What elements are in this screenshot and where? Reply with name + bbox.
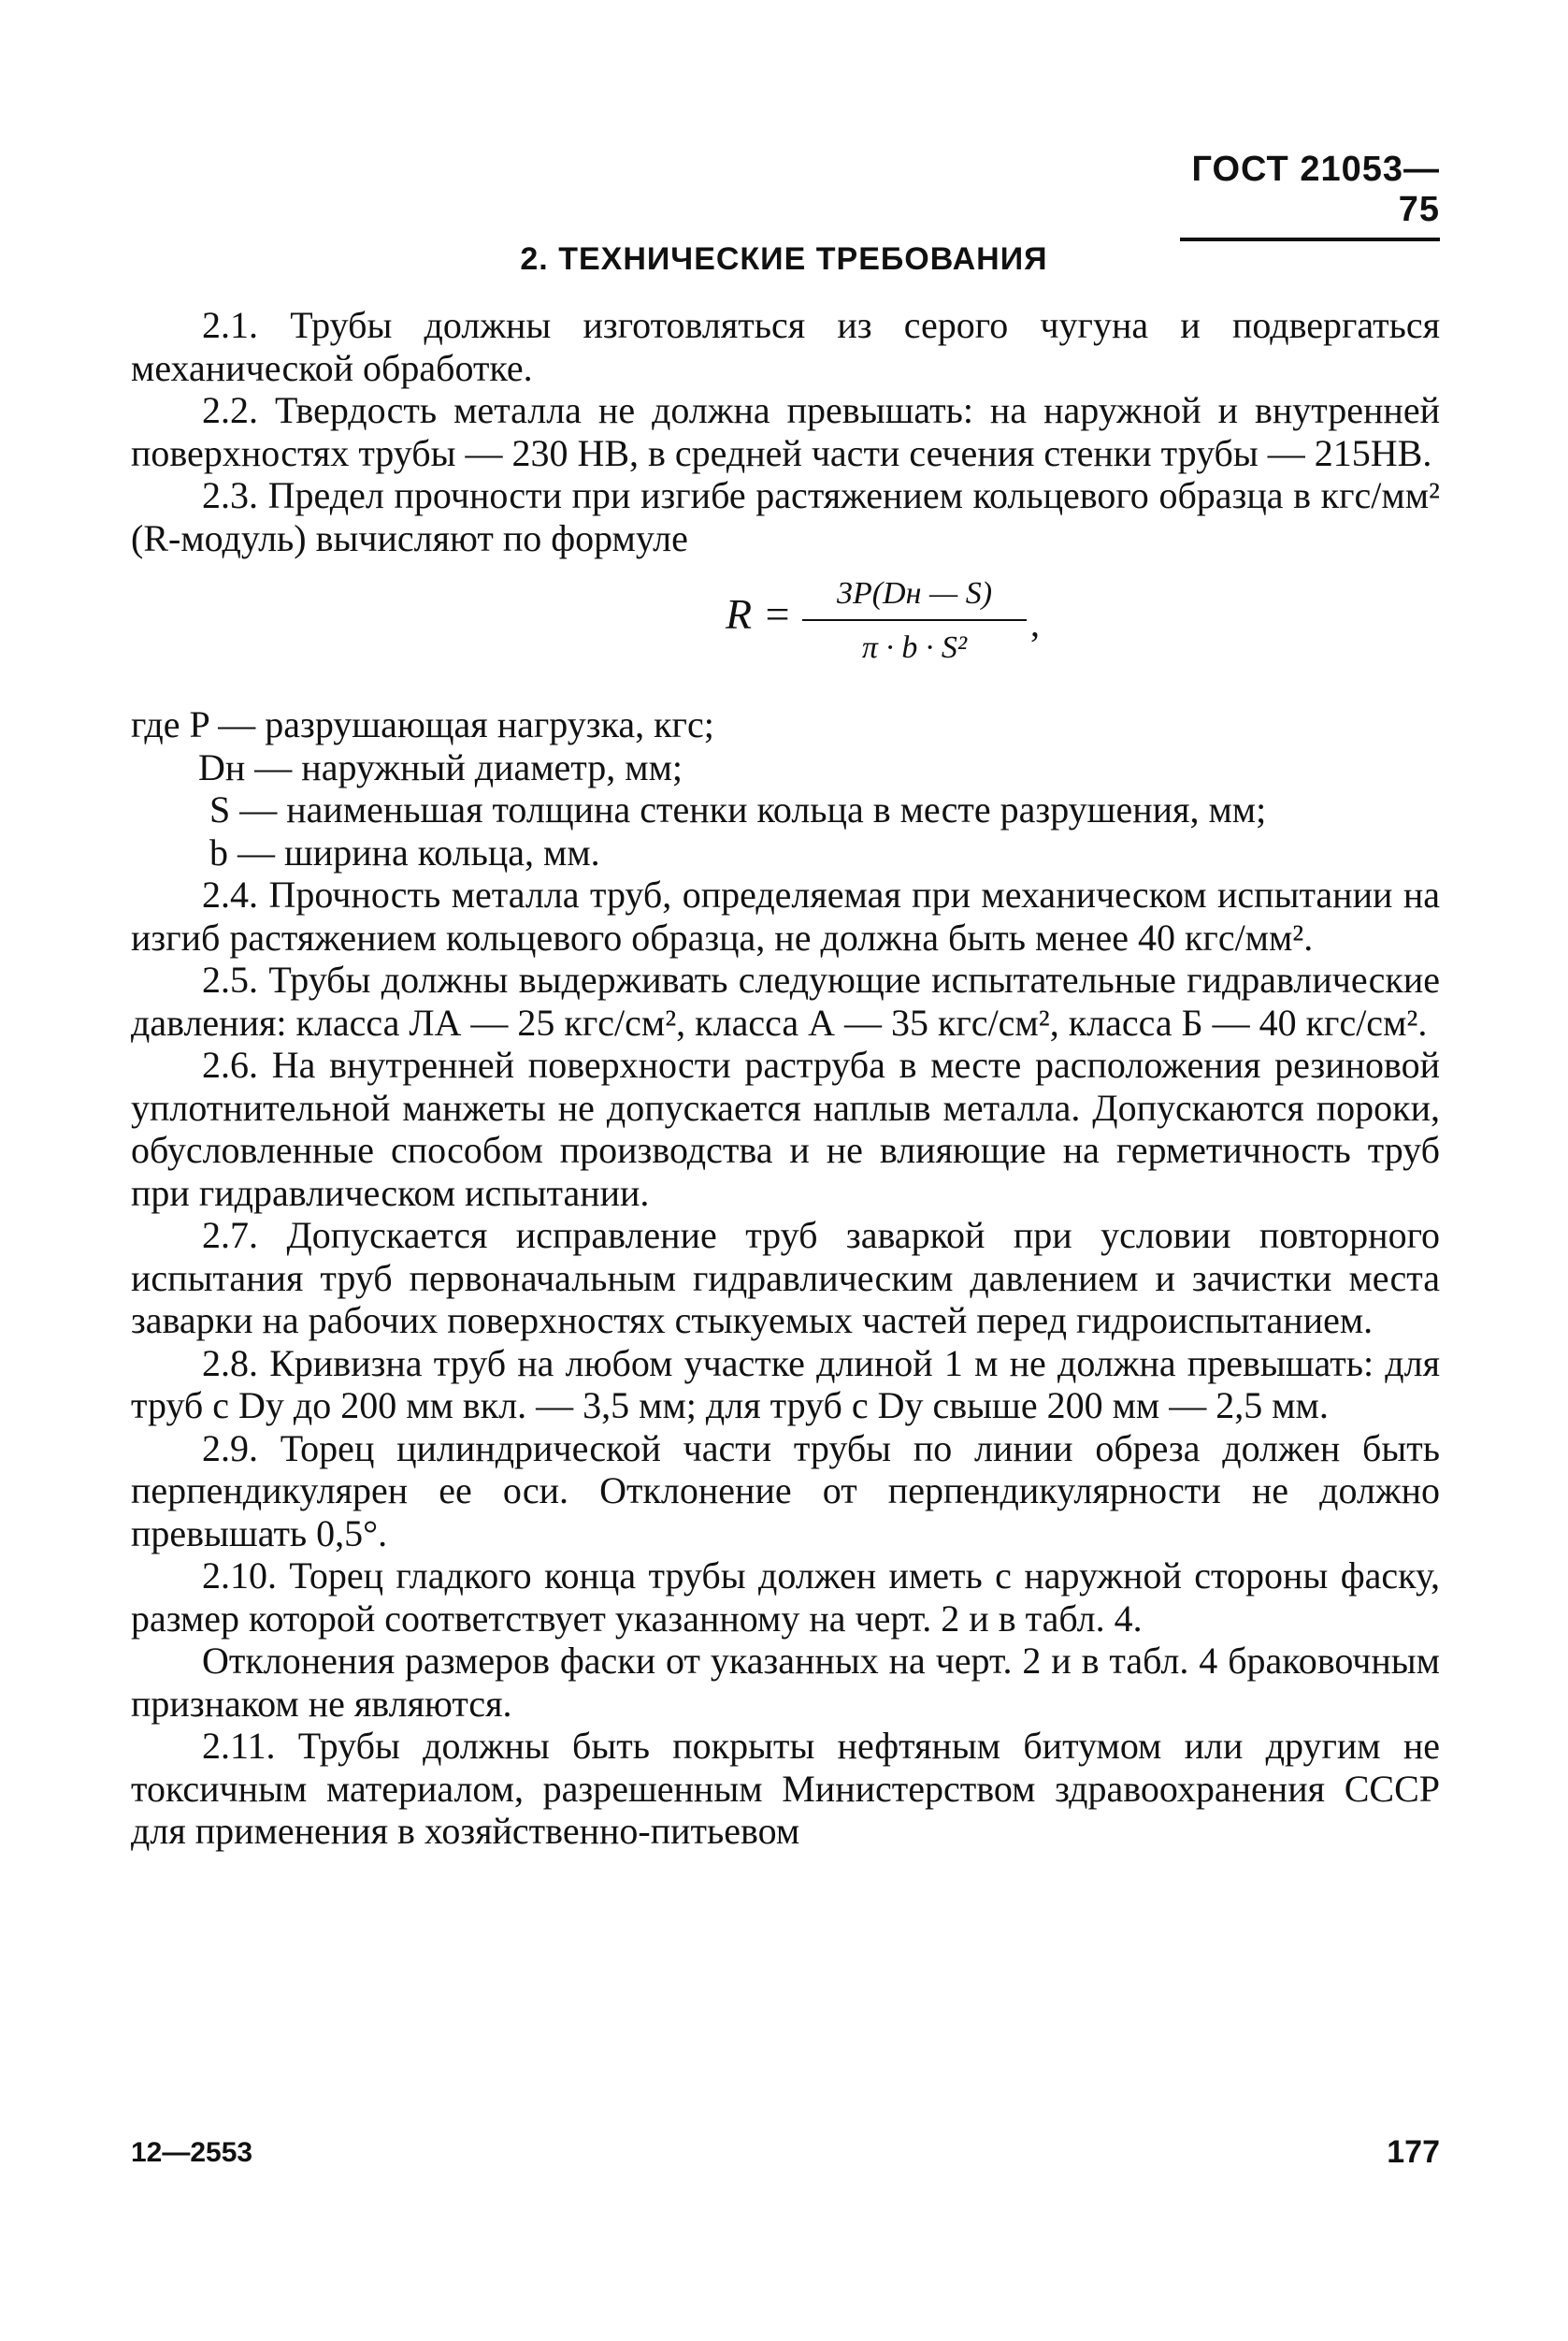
formula-lhs: R = <box>726 590 792 638</box>
formula-fraction <box>802 572 1027 669</box>
paragraph-2-5: 2.5. Трубы должны выдерживать следующие испытательные гидравлические давления: класса ЛА — 25 кгс/см², класса А — 35 кгс/см², класса Б — 40 кгс/см². <box>131 959 1440 1044</box>
paragraph-2-9: 2.9. Торец цилиндрической части трубы по линии обреза должен быть перпендикулярен ее оси. Отклонение от перпендикулярности не должно превышать 0,5°. <box>131 1426 1440 1554</box>
where-row-p: где P — разрушающая нагрузка, кгс; <box>131 703 714 745</box>
paragraph-2-10: 2.10. Торец гладкого конца трубы должен иметь с наружной стороны фаску, размер которой соответствует указанному на черт. 2 и в табл. 4. <box>131 1554 1440 1640</box>
paragraph-2-8: 2.8. Кривизна труб на любом участке длиной 1 м не должна превышать: для труб с Dу до 200 мм вкл. — 3,5 мм; для труб с Dу свыше 200 мм — 2,5 мм. <box>131 1341 1440 1426</box>
section-title: 2. ТЕХНИЧЕСКИЕ ТРЕБОВАНИЯ <box>520 241 1048 277</box>
paragraph-2-6: 2.6. На внутренней поверхности раструба в месте расположения резиновой уплотнительной манжеты не допускается наплыв металла. Допускаются пороки, обусловленные способом производства и не влияющие на герметичность труб при гидравлическом испытании. <box>131 1044 1440 1214</box>
where-row-dn: Dн — наружный диаметр, мм; <box>198 745 683 788</box>
paragraph-2-11: 2.11. Трубы должны быть покрыты нефтяным битумом или другим не токсичным материалом, разрешенным Министерством здравоохранения СССР для применения в хозяйственно-питьевом <box>131 1725 1440 1852</box>
paragraph-2-3: 2.3. Предел прочности при изгибе растяжением кольцевого образца в кгс/мм² (R-модуль) вычисляют по формуле <box>131 474 1440 559</box>
where-row-b: b — ширина кольца, мм. <box>209 831 600 874</box>
footer-print-code: 12—2553 <box>131 2137 253 2168</box>
paragraph-2-1: 2.1. Трубы должны изготовляться из серого чугуна и подвергаться механической обработке. <box>131 304 1440 389</box>
formula-comma: , <box>1030 602 1040 644</box>
paragraph-deviations: Отклонения размеров фаски от указанных на черт. 2 и в табл. 4 браковочным признаком не являются. <box>131 1640 1440 1725</box>
formula-denominator: π · b · S² <box>861 629 968 665</box>
strength-formula <box>131 565 1440 696</box>
formula-numerator: 3P(Dн — S) <box>802 572 1027 621</box>
where-row-s: S — наименьшая толщина стенки кольца в месте разрушения, мм; <box>209 788 1267 831</box>
document-code: ГОСТ 21053—75 <box>1180 150 1440 241</box>
document-body <box>131 304 1440 1853</box>
paragraph-2-4: 2.4. Прочность металла труб, определяемая при механическом испытании на изгиб растяжением кольцевого образца, не должна быть менее 40 кгс/мм². <box>131 874 1440 959</box>
paragraph-2-2: 2.2. Твердость металла не должна превышать: на наружной и внутренней поверхностях трубы — 230 НВ, в средней части сечения стенки трубы — 215НВ. <box>131 389 1440 474</box>
page-number: 177 <box>1387 2134 1440 2170</box>
paragraph-2-7: 2.7. Допускается исправление труб заваркой при условии повторного испытания труб первоначальным гидравлическим давлением и зачистки места заварки на рабочих поверхностях стыкуемых частей перед гидроиспытанием. <box>131 1214 1440 1341</box>
